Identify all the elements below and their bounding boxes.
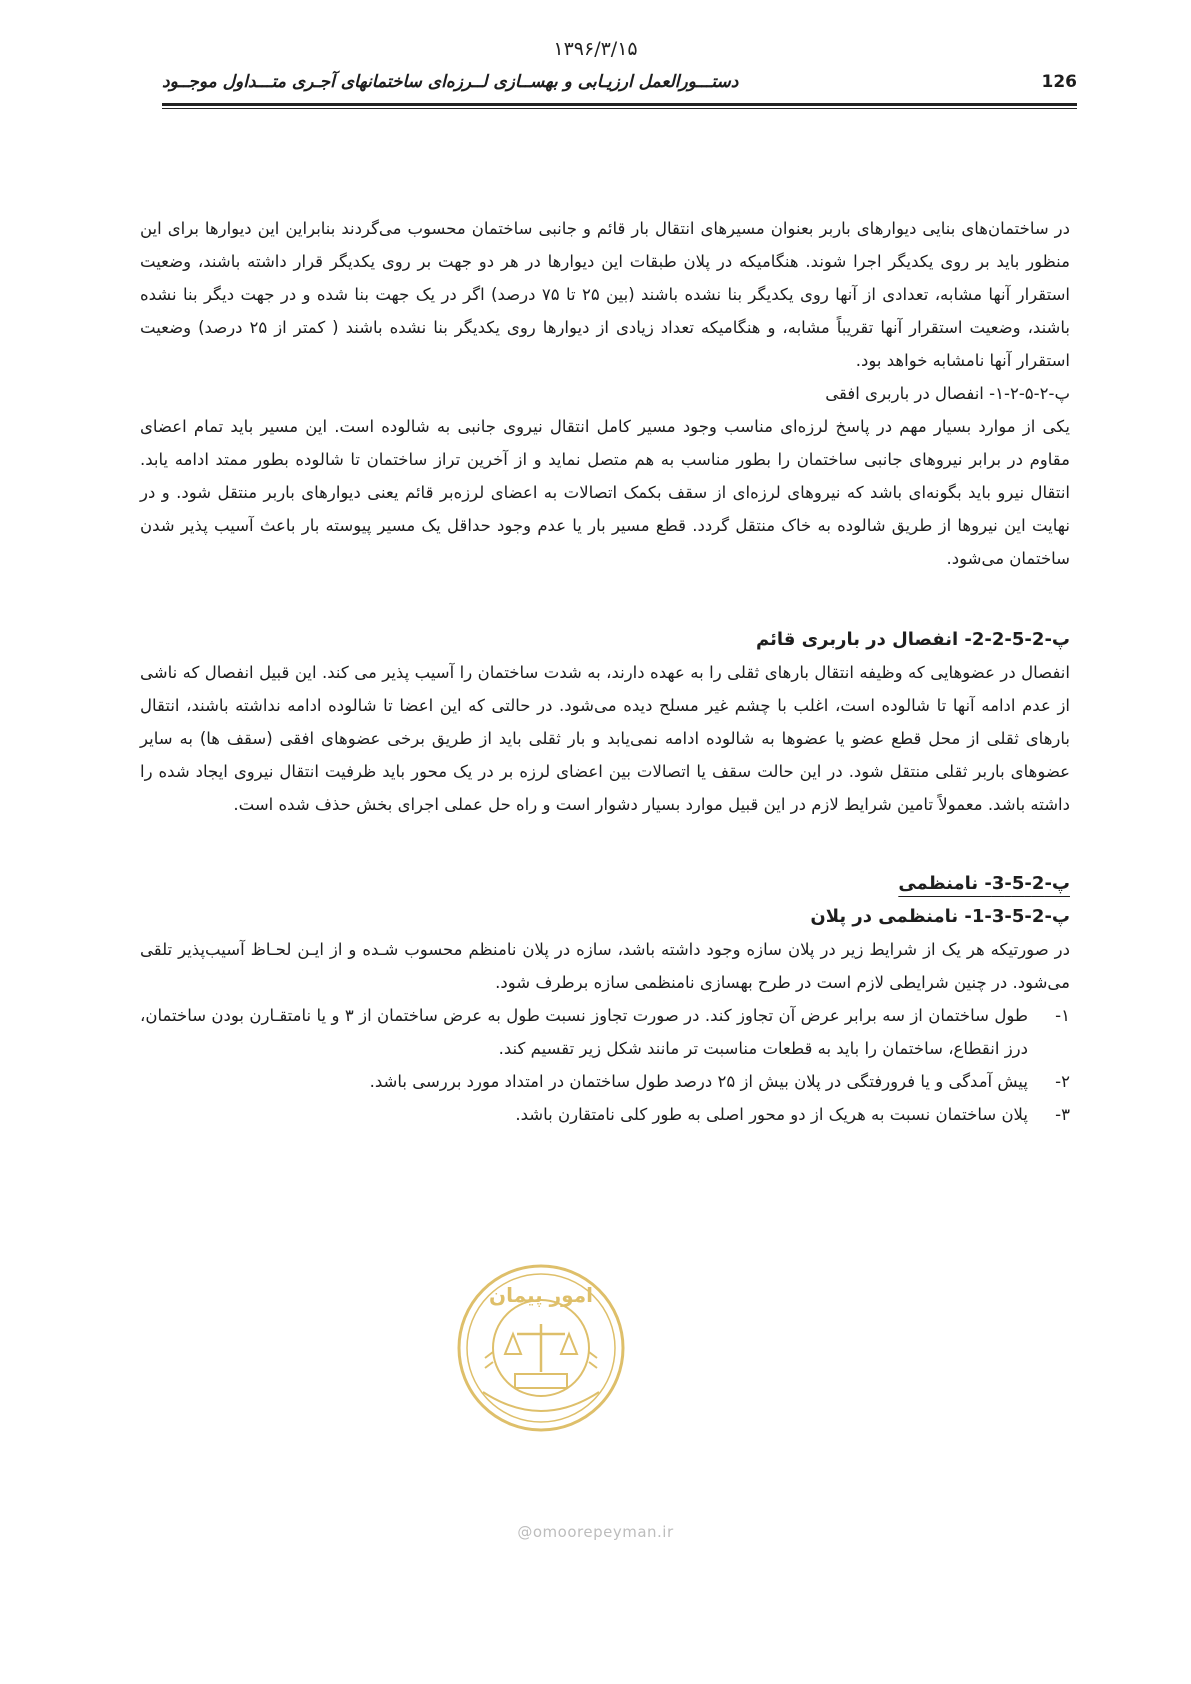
section-heading-vertical-discontinuity: پ-2-5-2-2- انفصال در باربری قائم <box>755 629 1070 650</box>
subheading-horizontal-discontinuity: پ-۲-۵-۲-۱- انفصال در باربری افقی <box>825 384 1070 403</box>
paragraph-plan-irregularity: در صورتیکه هر یک از شرایط زیر در پلان سازه وجود داشته باشد، سازه در پلان نامنظم محسوب شـده و از ایـن لحـاظ آسیب‌پذیر تلقی می‌شود. در چنین شرایطی لازم است در طرح بهسازی نامنظمی سازه برطرف شود. <box>140 940 1070 992</box>
main-content <box>140 212 1070 1131</box>
list-item-number: ۲- <box>1055 1072 1070 1091</box>
running-header <box>162 72 1077 102</box>
list-item <box>140 999 1070 1065</box>
list-item <box>140 1098 1070 1131</box>
watermark: @omoorepeyman.ir <box>517 1523 674 1541</box>
header-title: دستـــورالعمل ارزیـابی و بهســازی لــرزه‌ای ساختمانهای آجـری متـــداول موجــود <box>162 72 739 92</box>
stamp-text: امور پیمان <box>489 1283 593 1307</box>
seal-stamp-icon <box>455 1262 627 1434</box>
paragraph-vertical-discontinuity: انفصال در عضوهایی که وظیفه انتقال بارهای ثقلی را به عهده دارند، به شدت ساختمان را آسیب پذیر می کند. این قبیل انفصال که ناشی از عدم ادامه آنها تا شالوده است، اغلب با چشم غیر مسلح دیده می‌شود. در حالتی که این اعضا تا شالوده ادامه نداشته باشند، انتقال بارهای ثقلی از محل قطع عضو یا عضوها به شالوده ادامه نمی‌یابد و بار ثقلی باید از طریق برخی عضوهای افقی (سقف ها) به سایر عضوهای باربر ثقلی منتقل شود. در این حالت سقف یا اتصالات بین اعضای لرزه بر در یک محور باید ظرفیت انتقال نیروی ایجاد شده را داشته باشد. معمولاً تامین شرایط لازم در این قبیل موارد بسیار دشوار است و راه حل عملی اجرای بخش حذف شده است. <box>140 663 1070 814</box>
section-heading-irregularity-text: پ-2-5-3- نامنظمی <box>898 873 1070 894</box>
header-rule-thin <box>162 108 1077 109</box>
list-item-number: ۳- <box>1055 1105 1070 1124</box>
list-item-text: طول ساختمان از سه برابر عرض آن تجاوز کند. در صورت تجاوز نسبت طول به عرض ساختمان از ۳ و یا نامتقـارن بودن ساختمان، درز انقطاع، ساختمان را باید به قطعات مناسبت تر مانند شکل زیر تقسیم کند. <box>140 1006 1029 1058</box>
list-item <box>140 1065 1070 1098</box>
header-date: ۱۳۹۶/۳/۱۵ <box>553 38 638 60</box>
list-item-text: پیش آمدگی و یا فرورفتگی در پلان بیش از ۲۵ درصد طول ساختمان در امتداد مورد بررسی باشد. <box>369 1072 1028 1091</box>
section-heading-plan-irregularity: پ-2-5-3-1- نامنظمی در پلان <box>810 906 1070 927</box>
list-item-text: پلان ساختمان نسبت به هریک از دو محور اصلی به طور کلی نامتقارن باشد. <box>515 1105 1028 1124</box>
paragraph-load-paths: در ساختمان‌های بنایی دیوارهای باربر بعنوان مسیرهای انتقال بار قائم و جانبی ساختمان محسوب می‌گردند بنابراین این دیوارها برای این منظور باید بر روی یکدیگر اجرا شوند. هنگامیکه در پلان طبقات این دیوارها در هر دو جهت بر روی یکدیگر قرار داشته باشند، وضعیت استقرار آنها مشابه، تعدادی از آنها روی یکدیگر بنا نشده باشند (بین ۲۵ تا ۷۵ درصد) اگر در یک جهت بنا شده و در جهت دیگر بنا نشده باشند، وضعیت استقرار آنها تقریباً مشابه، و هنگامیکه تعداد زیادی از دیوارها روی یکدیگر بنا نشده باشند ( کمتر از ۲۵ درصد) وضعیت استقرار آنها نامشابه خواهد بود. <box>140 219 1070 370</box>
section-heading-irregularity <box>140 867 1070 900</box>
page-number: 126 <box>1041 72 1077 92</box>
spacer <box>140 575 1070 623</box>
header-rule-thick <box>162 103 1077 106</box>
list-item-number: ۱- <box>1055 1006 1070 1025</box>
irregularity-conditions-list <box>140 999 1070 1131</box>
spacer <box>140 821 1070 867</box>
paragraph-horizontal-discontinuity: یکی از موارد بسیار مهم در پاسخ لرزه‌ای مناسب وجود مسیر کامل انتقال نیروی جانبی به شالوده است. این مسیر باید تمام اعضای مقاوم در برابر نیروهای جانبی ساختمان را بطور مناسب به هم متصل نماید و از آخرین تراز ساختمان تا شالوده بطور ممتد ادامه یابد. انتقال نیرو باید بگونه‌ای باشد که نیروهای لرزه‌ای از سقف بکمک اتصالات به اعضای لرزه‌بر قائم یعنی دیوارهای باربر منتقل شود. و در نهایت این نیروها از طریق شالوده به خاک منتقل گردد. قطع مسیر بار یا عدم وجود حداقل یک مسیر پیوسته بار باعث آسیب پذیر شدن ساختمان می‌شود. <box>140 417 1070 568</box>
